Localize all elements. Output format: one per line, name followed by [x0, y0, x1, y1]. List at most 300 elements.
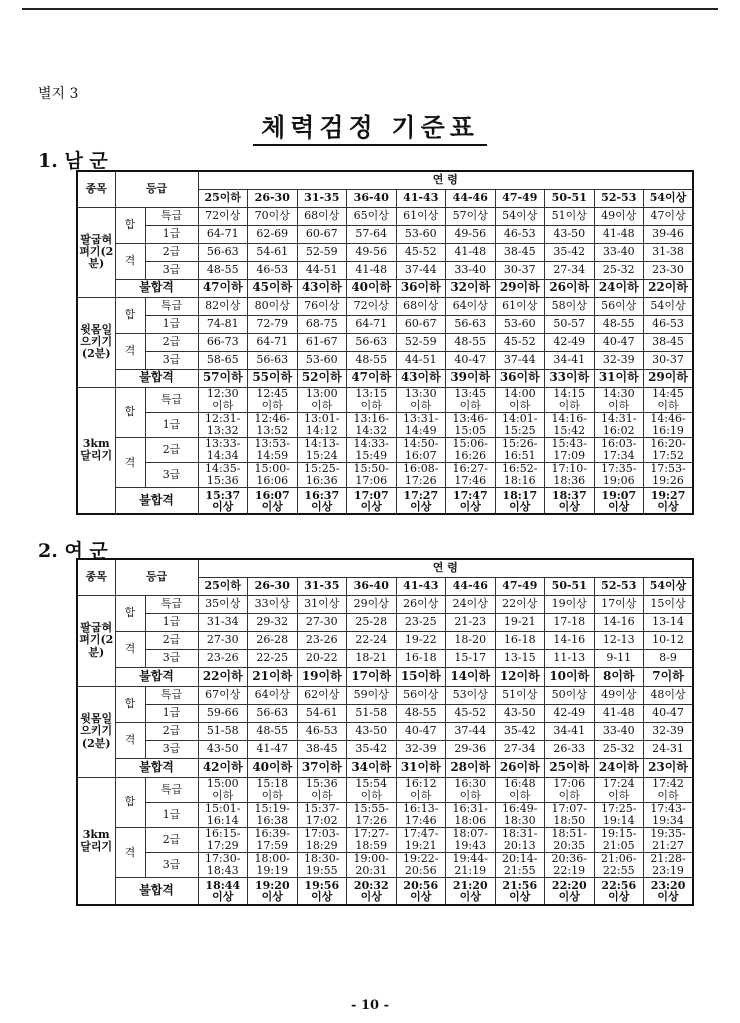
standard-cell: 33-40 — [594, 722, 644, 740]
fail-cell: 19:27 이상 — [644, 488, 694, 514]
standard-cell: 16:30 이하 — [446, 777, 496, 802]
standard-cell: 12-13 — [594, 631, 644, 649]
grade-row — [77, 631, 693, 649]
grade-row — [77, 315, 693, 333]
standard-cell: 62이상 — [297, 686, 347, 704]
grade-row — [77, 463, 693, 488]
standard-cell: 27-34 — [545, 261, 595, 279]
standard-cell: 15:26- 16:51 — [495, 437, 545, 462]
standard-cell: 27-30 — [297, 613, 347, 631]
standard-cell: 56이상 — [396, 686, 446, 704]
standard-cell: 57-64 — [347, 225, 397, 243]
standard-cell: 18:51- 20:35 — [545, 827, 595, 852]
fail-cell: 18:37 이상 — [545, 488, 595, 514]
standard-cell: 35-42 — [347, 740, 397, 758]
grade-label: 2급 — [145, 722, 198, 740]
standard-cell: 13:30 이하 — [396, 387, 446, 412]
standard-cell: 30-37 — [644, 351, 694, 369]
standard-cell: 14:13- 15:24 — [297, 437, 347, 462]
standard-cell: 37-44 — [396, 261, 446, 279]
standard-cell: 50-57 — [545, 315, 595, 333]
standard-cell: 12:30 이하 — [198, 387, 248, 412]
standard-cell: 29-36 — [446, 740, 496, 758]
pass-label: 합 — [115, 387, 145, 437]
fail-label: 불합격 — [115, 878, 198, 905]
fail-cell: 26이하 — [545, 279, 595, 297]
standard-cell: 14-16 — [594, 613, 644, 631]
standard-cell: 48이상 — [644, 686, 694, 704]
standard-cell: 49이상 — [594, 207, 644, 225]
standard-cell: 74-81 — [198, 315, 248, 333]
standards-table-female — [76, 558, 694, 906]
standard-cell: 48-55 — [594, 315, 644, 333]
standard-cell: 23-26 — [297, 631, 347, 649]
standard-cell: 80이상 — [248, 297, 298, 315]
standard-cell: 49-56 — [347, 243, 397, 261]
standard-cell: 17:03- 18:29 — [297, 827, 347, 852]
standard-cell: 68이상 — [297, 207, 347, 225]
standard-cell: 16:15- 17:29 — [198, 827, 248, 852]
fail-cell: 42이하 — [198, 758, 248, 777]
fail-cell: 40이하 — [248, 758, 298, 777]
standard-cell: 68이상 — [396, 297, 446, 315]
pass-label-suffix: 격 — [115, 437, 145, 487]
standard-cell: 49이상 — [594, 686, 644, 704]
fail-cell: 36이하 — [495, 369, 545, 387]
standard-cell: 52-59 — [396, 333, 446, 351]
standard-cell: 72-79 — [248, 315, 298, 333]
fail-cell: 19:20 이상 — [248, 878, 298, 905]
event-name: 윗몸일으키기(2분) — [77, 686, 115, 777]
grade-label: 1급 — [145, 412, 198, 437]
age-column-header: 36-40 — [347, 577, 397, 595]
fail-label: 불합격 — [115, 758, 198, 777]
standard-cell: 14:45 이하 — [644, 387, 694, 412]
fail-row — [77, 878, 693, 905]
grade-label: 특급 — [145, 207, 198, 225]
standard-cell: 41-47 — [248, 740, 298, 758]
standard-cell: 16:27- 17:46 — [446, 463, 496, 488]
standard-cell: 48-55 — [446, 333, 496, 351]
standard-cell: 11-13 — [545, 649, 595, 667]
grade-row — [77, 261, 693, 279]
fail-cell: 20:32 이상 — [347, 878, 397, 905]
standard-cell: 14:01- 15:25 — [495, 412, 545, 437]
grade-row — [77, 412, 693, 437]
pass-label: 합 — [115, 777, 145, 827]
standard-cell: 56-63 — [248, 704, 298, 722]
standard-cell: 14:16- 15:42 — [545, 412, 595, 437]
age-column-header: 54이상 — [644, 577, 694, 595]
standard-cell: 60-67 — [297, 225, 347, 243]
standard-cell: 53-60 — [396, 225, 446, 243]
fail-cell: 12이하 — [495, 667, 545, 686]
standard-cell: 43-50 — [347, 722, 397, 740]
fail-cell: 47이하 — [347, 369, 397, 387]
standard-cell: 37-44 — [495, 351, 545, 369]
standard-cell: 27-34 — [495, 740, 545, 758]
pass-label: 합 — [115, 595, 145, 631]
standard-cell: 15:00 이하 — [198, 777, 248, 802]
standard-cell: 52-59 — [297, 243, 347, 261]
standard-cell: 14-16 — [545, 631, 595, 649]
standard-cell: 15:18 이하 — [248, 777, 298, 802]
grade-label: 특급 — [145, 777, 198, 802]
standard-cell: 18-20 — [446, 631, 496, 649]
standard-cell: 45-52 — [495, 333, 545, 351]
age-column-header: 52-53 — [594, 577, 644, 595]
standard-cell: 13-14 — [644, 613, 694, 631]
standard-cell: 23-25 — [396, 613, 446, 631]
fail-cell: 19이하 — [297, 667, 347, 686]
standard-cell: 40-47 — [644, 704, 694, 722]
standard-cell: 33이상 — [248, 595, 298, 613]
standard-cell: 34-41 — [545, 722, 595, 740]
standard-cell: 31-34 — [198, 613, 248, 631]
standard-cell: 32-39 — [644, 722, 694, 740]
fail-cell: 18:17 이상 — [495, 488, 545, 514]
standard-cell: 16:08- 17:26 — [396, 463, 446, 488]
standard-cell: 49-56 — [446, 225, 496, 243]
grade-row — [77, 649, 693, 667]
age-column-header: 52-53 — [594, 189, 644, 207]
standard-cell: 59-66 — [198, 704, 248, 722]
standard-cell: 16:49- 18:30 — [495, 802, 545, 827]
standard-cell: 13:33- 14:34 — [198, 437, 248, 462]
standard-cell: 68-75 — [297, 315, 347, 333]
fail-cell: 14이하 — [446, 667, 496, 686]
standard-cell: 12:31- 13:32 — [198, 412, 248, 437]
standard-cell: 57이상 — [446, 207, 496, 225]
standard-cell: 32-39 — [594, 351, 644, 369]
standard-cell: 54이상 — [644, 297, 694, 315]
standard-cell: 15:55- 17:26 — [347, 802, 397, 827]
standard-cell: 61이상 — [495, 297, 545, 315]
fail-cell: 32이하 — [446, 279, 496, 297]
standard-cell: 22-25 — [248, 649, 298, 667]
standard-cell: 17:10- 18:36 — [545, 463, 595, 488]
grade-row — [77, 333, 693, 351]
header-row-top — [77, 171, 693, 189]
fail-cell: 52이하 — [297, 369, 347, 387]
standard-cell: 51이상 — [495, 686, 545, 704]
standard-cell: 18-21 — [347, 649, 397, 667]
standard-cell: 19-22 — [396, 631, 446, 649]
fail-cell: 37이하 — [297, 758, 347, 777]
fail-label: 불합격 — [115, 369, 198, 387]
age-column-header: 26-30 — [248, 189, 298, 207]
grade-label: 특급 — [145, 297, 198, 315]
standard-cell: 60-67 — [396, 315, 446, 333]
pass-label-suffix: 격 — [115, 333, 145, 369]
fail-row — [77, 667, 693, 686]
fail-cell: 21:56 이상 — [495, 878, 545, 905]
standard-cell: 14:30 이하 — [594, 387, 644, 412]
standard-cell: 25-28 — [347, 613, 397, 631]
standard-cell: 43-50 — [198, 740, 248, 758]
standard-cell: 41-48 — [594, 225, 644, 243]
standard-cell: 20:36- 22:19 — [545, 853, 595, 878]
standard-cell: 17:35- 19:06 — [594, 463, 644, 488]
fail-cell: 23:20 이상 — [644, 878, 694, 905]
standard-cell: 17:47- 19:21 — [396, 827, 446, 852]
standard-cell: 16:48 이하 — [495, 777, 545, 802]
standard-cell: 24-31 — [644, 740, 694, 758]
fail-cell: 55이하 — [248, 369, 298, 387]
age-column-header: 25이하 — [198, 189, 248, 207]
standard-cell: 46-53 — [297, 722, 347, 740]
age-column-header: 41-43 — [396, 189, 446, 207]
age-column-header: 31-35 — [297, 189, 347, 207]
standard-cell: 41-48 — [594, 704, 644, 722]
standard-cell: 17:06 이하 — [545, 777, 595, 802]
standard-cell: 29이상 — [347, 595, 397, 613]
fail-cell: 39이하 — [446, 369, 496, 387]
grade-label: 특급 — [145, 387, 198, 412]
standard-cell: 15:54 이하 — [347, 777, 397, 802]
standard-cell: 26-28 — [248, 631, 298, 649]
standard-cell: 35이상 — [198, 595, 248, 613]
fail-cell: 16:07 이상 — [248, 488, 298, 514]
standard-cell: 22이상 — [495, 595, 545, 613]
standard-cell: 16:52- 18:16 — [495, 463, 545, 488]
standard-cell: 16:20- 17:52 — [644, 437, 694, 462]
pass-label-suffix: 격 — [115, 243, 145, 279]
standard-cell: 65이상 — [347, 207, 397, 225]
grade-header: 등급 — [115, 559, 198, 595]
standard-cell: 42-49 — [545, 704, 595, 722]
grade-row — [77, 740, 693, 758]
pass-label-suffix: 격 — [115, 827, 145, 877]
standard-cell: 13:46- 15:05 — [446, 412, 496, 437]
fail-row — [77, 369, 693, 387]
grade-row — [77, 722, 693, 740]
pass-label: 합 — [115, 297, 145, 333]
standard-cell: 30-37 — [495, 261, 545, 279]
grade-label: 3급 — [145, 740, 198, 758]
standard-cell: 54이상 — [495, 207, 545, 225]
standard-cell: 70이상 — [248, 207, 298, 225]
grade-row — [77, 827, 693, 852]
standard-cell: 38-45 — [297, 740, 347, 758]
standard-cell: 24이상 — [446, 595, 496, 613]
fail-cell: 17:07 이상 — [347, 488, 397, 514]
standard-cell: 54-61 — [297, 704, 347, 722]
standard-cell: 56-63 — [347, 333, 397, 351]
age-column-header: 41-43 — [396, 577, 446, 595]
pass-label: 합 — [115, 686, 145, 722]
standard-cell: 43-50 — [495, 704, 545, 722]
fail-row — [77, 279, 693, 297]
standard-cell: 16:13- 17:46 — [396, 802, 446, 827]
fail-cell: 40이하 — [347, 279, 397, 297]
standard-cell: 17:07- 18:50 — [545, 802, 595, 827]
fail-cell: 19:07 이상 — [594, 488, 644, 514]
standard-cell: 16-18 — [396, 649, 446, 667]
standard-cell: 12:45 이하 — [248, 387, 298, 412]
grade-label: 2급 — [145, 631, 198, 649]
standard-cell: 53-60 — [495, 315, 545, 333]
page-title: 체력검정 기준표 — [253, 113, 487, 146]
pass-label-suffix: 격 — [115, 631, 145, 667]
standard-cell: 38-45 — [644, 333, 694, 351]
standard-cell: 23-30 — [644, 261, 694, 279]
grade-label: 3급 — [145, 853, 198, 878]
fail-cell: 25이하 — [545, 758, 595, 777]
fail-cell: 22:20 이상 — [545, 878, 595, 905]
standard-cell: 13:15 이하 — [347, 387, 397, 412]
grade-row — [77, 777, 693, 802]
standard-cell: 18:30- 19:55 — [297, 853, 347, 878]
standard-cell: 22-24 — [347, 631, 397, 649]
standard-cell: 15:37- 17:02 — [297, 802, 347, 827]
fail-cell: 17이하 — [347, 667, 397, 686]
standard-cell: 21-23 — [446, 613, 496, 631]
standard-cell: 17이상 — [594, 595, 644, 613]
fail-cell: 21이하 — [248, 667, 298, 686]
fail-cell: 57이하 — [198, 369, 248, 387]
standard-cell: 59이상 — [347, 686, 397, 704]
standard-cell: 19-21 — [495, 613, 545, 631]
standard-cell: 51-58 — [347, 704, 397, 722]
standard-cell: 13:45 이하 — [446, 387, 496, 412]
grade-row — [77, 595, 693, 613]
grade-label: 1급 — [145, 802, 198, 827]
fail-cell: 23이하 — [644, 758, 694, 777]
grade-label: 특급 — [145, 686, 198, 704]
event-name: 팔굽혀펴기(2분) — [77, 595, 115, 686]
fail-cell: 28이하 — [446, 758, 496, 777]
standard-cell: 56이상 — [594, 297, 644, 315]
age-column-header: 47-49 — [495, 577, 545, 595]
header-row-top — [77, 559, 693, 577]
standard-cell: 66-73 — [198, 333, 248, 351]
standard-cell: 14:46- 16:19 — [644, 412, 694, 437]
standard-cell: 41-48 — [347, 261, 397, 279]
standard-cell: 17:43- 19:34 — [644, 802, 694, 827]
grade-row — [77, 853, 693, 878]
standard-cell: 19:44- 21:19 — [446, 853, 496, 878]
standard-cell: 17:25- 19:14 — [594, 802, 644, 827]
standard-cell: 64-71 — [248, 333, 298, 351]
standard-cell: 26-33 — [545, 740, 595, 758]
standard-cell: 17-18 — [545, 613, 595, 631]
pass-label: 합 — [115, 207, 145, 243]
fail-cell: 22:56 이상 — [594, 878, 644, 905]
standard-cell: 15:25- 16:36 — [297, 463, 347, 488]
standard-cell: 25-32 — [594, 740, 644, 758]
standard-cell: 45-52 — [446, 704, 496, 722]
standard-cell: 12:46- 13:52 — [248, 412, 298, 437]
standard-cell: 72이상 — [347, 297, 397, 315]
standard-cell: 14:31- 16:02 — [594, 412, 644, 437]
standard-cell: 33-40 — [446, 261, 496, 279]
standard-cell: 82이상 — [198, 297, 248, 315]
standard-cell: 56-63 — [198, 243, 248, 261]
annex-label: 별지 3 — [38, 86, 79, 102]
standard-cell: 50이상 — [545, 686, 595, 704]
standard-cell: 19:35- 21:27 — [644, 827, 694, 852]
grade-header: 등급 — [115, 171, 198, 207]
fail-label: 불합격 — [115, 488, 198, 514]
standard-cell: 35-42 — [545, 243, 595, 261]
standard-cell: 9-11 — [594, 649, 644, 667]
standard-cell: 17:27- 18:59 — [347, 827, 397, 852]
grade-row — [77, 686, 693, 704]
age-column-header: 50-51 — [545, 189, 595, 207]
standard-cell: 13:00 이하 — [297, 387, 347, 412]
standard-cell: 48-55 — [248, 722, 298, 740]
standard-cell: 17:42 이하 — [644, 777, 694, 802]
grade-label: 2급 — [145, 243, 198, 261]
fail-cell: 22이하 — [198, 667, 248, 686]
event-name: 3km달리기 — [77, 387, 115, 514]
standard-cell: 14:33- 15:49 — [347, 437, 397, 462]
standard-cell: 62-69 — [248, 225, 298, 243]
standard-cell: 19:15- 21:05 — [594, 827, 644, 852]
standard-cell: 25-32 — [594, 261, 644, 279]
standard-cell: 13:53- 14:59 — [248, 437, 298, 462]
fail-cell: 34이하 — [347, 758, 397, 777]
standard-cell: 15이상 — [644, 595, 694, 613]
grade-label: 2급 — [145, 437, 198, 462]
fail-cell: 47이하 — [198, 279, 248, 297]
standard-cell: 41-48 — [446, 243, 496, 261]
event-header: 종목 — [77, 171, 115, 207]
grade-label: 3급 — [145, 351, 198, 369]
age-header: 연 령 — [198, 559, 693, 577]
section-heading-male: 1. 남 군 — [38, 150, 108, 172]
standard-cell: 15:36 이하 — [297, 777, 347, 802]
standard-cell: 23-26 — [198, 649, 248, 667]
standard-cell: 44-51 — [297, 261, 347, 279]
fail-cell: 16:37 이상 — [297, 488, 347, 514]
standard-cell: 14:00 이하 — [495, 387, 545, 412]
fail-cell: 19:56 이상 — [297, 878, 347, 905]
standard-cell: 56-63 — [446, 315, 496, 333]
standard-cell: 16-18 — [495, 631, 545, 649]
standard-cell: 37-44 — [446, 722, 496, 740]
age-column-header: 26-30 — [248, 577, 298, 595]
event-name: 팔굽혀펴기(2분) — [77, 207, 115, 297]
grade-label: 1급 — [145, 315, 198, 333]
standard-cell: 27-30 — [198, 631, 248, 649]
standard-cell: 18:31- 20:13 — [495, 827, 545, 852]
grade-label: 1급 — [145, 613, 198, 631]
standard-cell: 38-45 — [495, 243, 545, 261]
standard-cell: 76이상 — [297, 297, 347, 315]
grade-row — [77, 387, 693, 412]
standard-cell: 46-53 — [248, 261, 298, 279]
standard-cell: 34-41 — [545, 351, 595, 369]
standard-cell: 19:00- 20:31 — [347, 853, 397, 878]
standard-cell: 32-39 — [396, 740, 446, 758]
fail-cell: 17:27 이상 — [396, 488, 446, 514]
standard-cell: 13:16- 14:32 — [347, 412, 397, 437]
standard-cell: 21:28- 23:19 — [644, 853, 694, 878]
standard-cell: 26이상 — [396, 595, 446, 613]
standard-cell: 17:53- 19:26 — [644, 463, 694, 488]
standard-cell: 67이상 — [198, 686, 248, 704]
fail-cell: 21:20 이상 — [446, 878, 496, 905]
fail-cell: 36이하 — [396, 279, 446, 297]
age-column-header: 31-35 — [297, 577, 347, 595]
age-column-header: 36-40 — [347, 189, 397, 207]
standard-cell: 15:19- 16:38 — [248, 802, 298, 827]
standard-cell: 45-52 — [396, 243, 446, 261]
standard-cell: 64이상 — [248, 686, 298, 704]
age-column-header: 44-46 — [446, 577, 496, 595]
